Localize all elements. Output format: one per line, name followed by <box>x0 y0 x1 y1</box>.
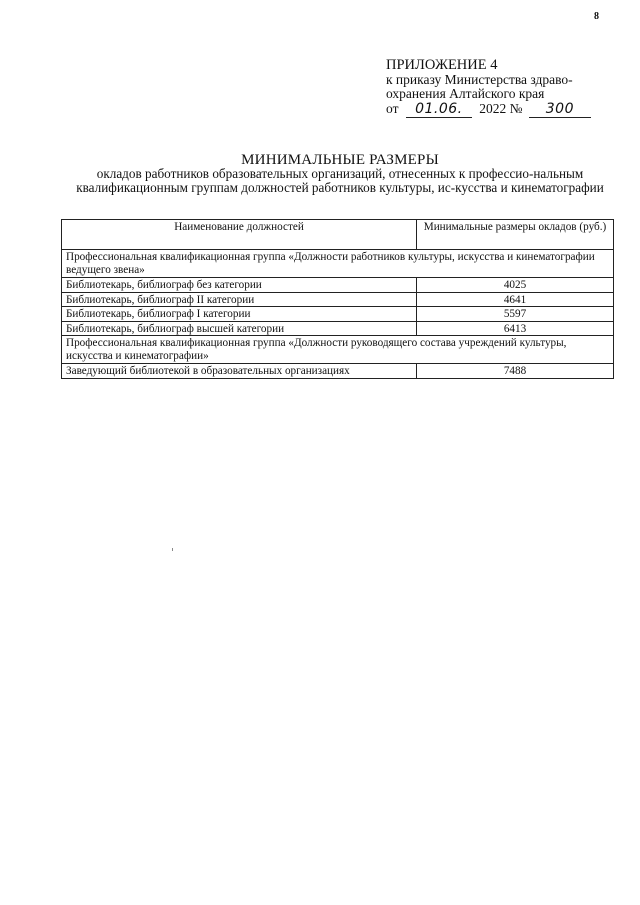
header-min-salary: Минимальные размеры окладов (руб.) <box>417 220 614 250</box>
salary-cell: 7488 <box>417 364 614 379</box>
salary-cell: 4025 <box>417 278 614 293</box>
appendix-order-ref: к приказу Министерства здраво- <box>386 72 573 87</box>
qualification-group-label: Профессиональная квалификационная группа «Должности руководящего состава учреждений культуры, искусства и кинематографии» <box>62 336 614 364</box>
table-header-row <box>62 220 614 250</box>
order-date-handwritten: 01.06. <box>406 102 472 118</box>
salary-table <box>61 219 614 379</box>
appendix-order-line <box>386 102 616 118</box>
order-year-number-label: 2022 № <box>479 101 523 116</box>
salary-cell: 6413 <box>417 321 614 336</box>
position-cell: Заведующий библиотекой в образовательных организациях <box>62 364 417 379</box>
page-number: 8 <box>594 11 599 22</box>
order-from-label: от <box>386 101 399 116</box>
salary-cell: 4641 <box>417 292 614 307</box>
header-position-name: Наименование должностей <box>62 220 417 250</box>
document-subtitle: окладов работников образовательных организаций, отнесенных к профессио-нальным квалификационным группам должностей работников культуры, ис-кусства и кинематографии <box>76 166 604 195</box>
position-cell: Библиотекарь, библиограф высшей категории <box>62 321 417 336</box>
appendix-title: ПРИЛОЖЕНИЕ 4 <box>386 57 498 73</box>
table-row <box>62 364 614 379</box>
order-number-handwritten: 300 <box>529 102 591 118</box>
table-row <box>62 307 614 322</box>
table-row <box>62 292 614 307</box>
position-cell: Библиотекарь, библиограф II категории <box>62 292 417 307</box>
appendix-ministry: охранения Алтайского края <box>386 86 545 101</box>
table-row <box>62 321 614 336</box>
appendix-block <box>386 58 616 118</box>
position-cell: Библиотекарь, библиограф без категории <box>62 278 417 293</box>
qualification-group-label: Профессиональная квалификационная группа «Должности работников культуры, искусства и кинематографии ведущего звена» <box>62 250 614 278</box>
table-row <box>62 278 614 293</box>
document-title: МИНИМАЛЬНЫЕ РАЗМЕРЫ <box>241 152 439 168</box>
scan-speck <box>172 548 173 551</box>
group-row <box>62 336 614 364</box>
salary-cell: 5597 <box>417 307 614 322</box>
position-cell: Библиотекарь, библиограф I категории <box>62 307 417 322</box>
group-row <box>62 250 614 278</box>
